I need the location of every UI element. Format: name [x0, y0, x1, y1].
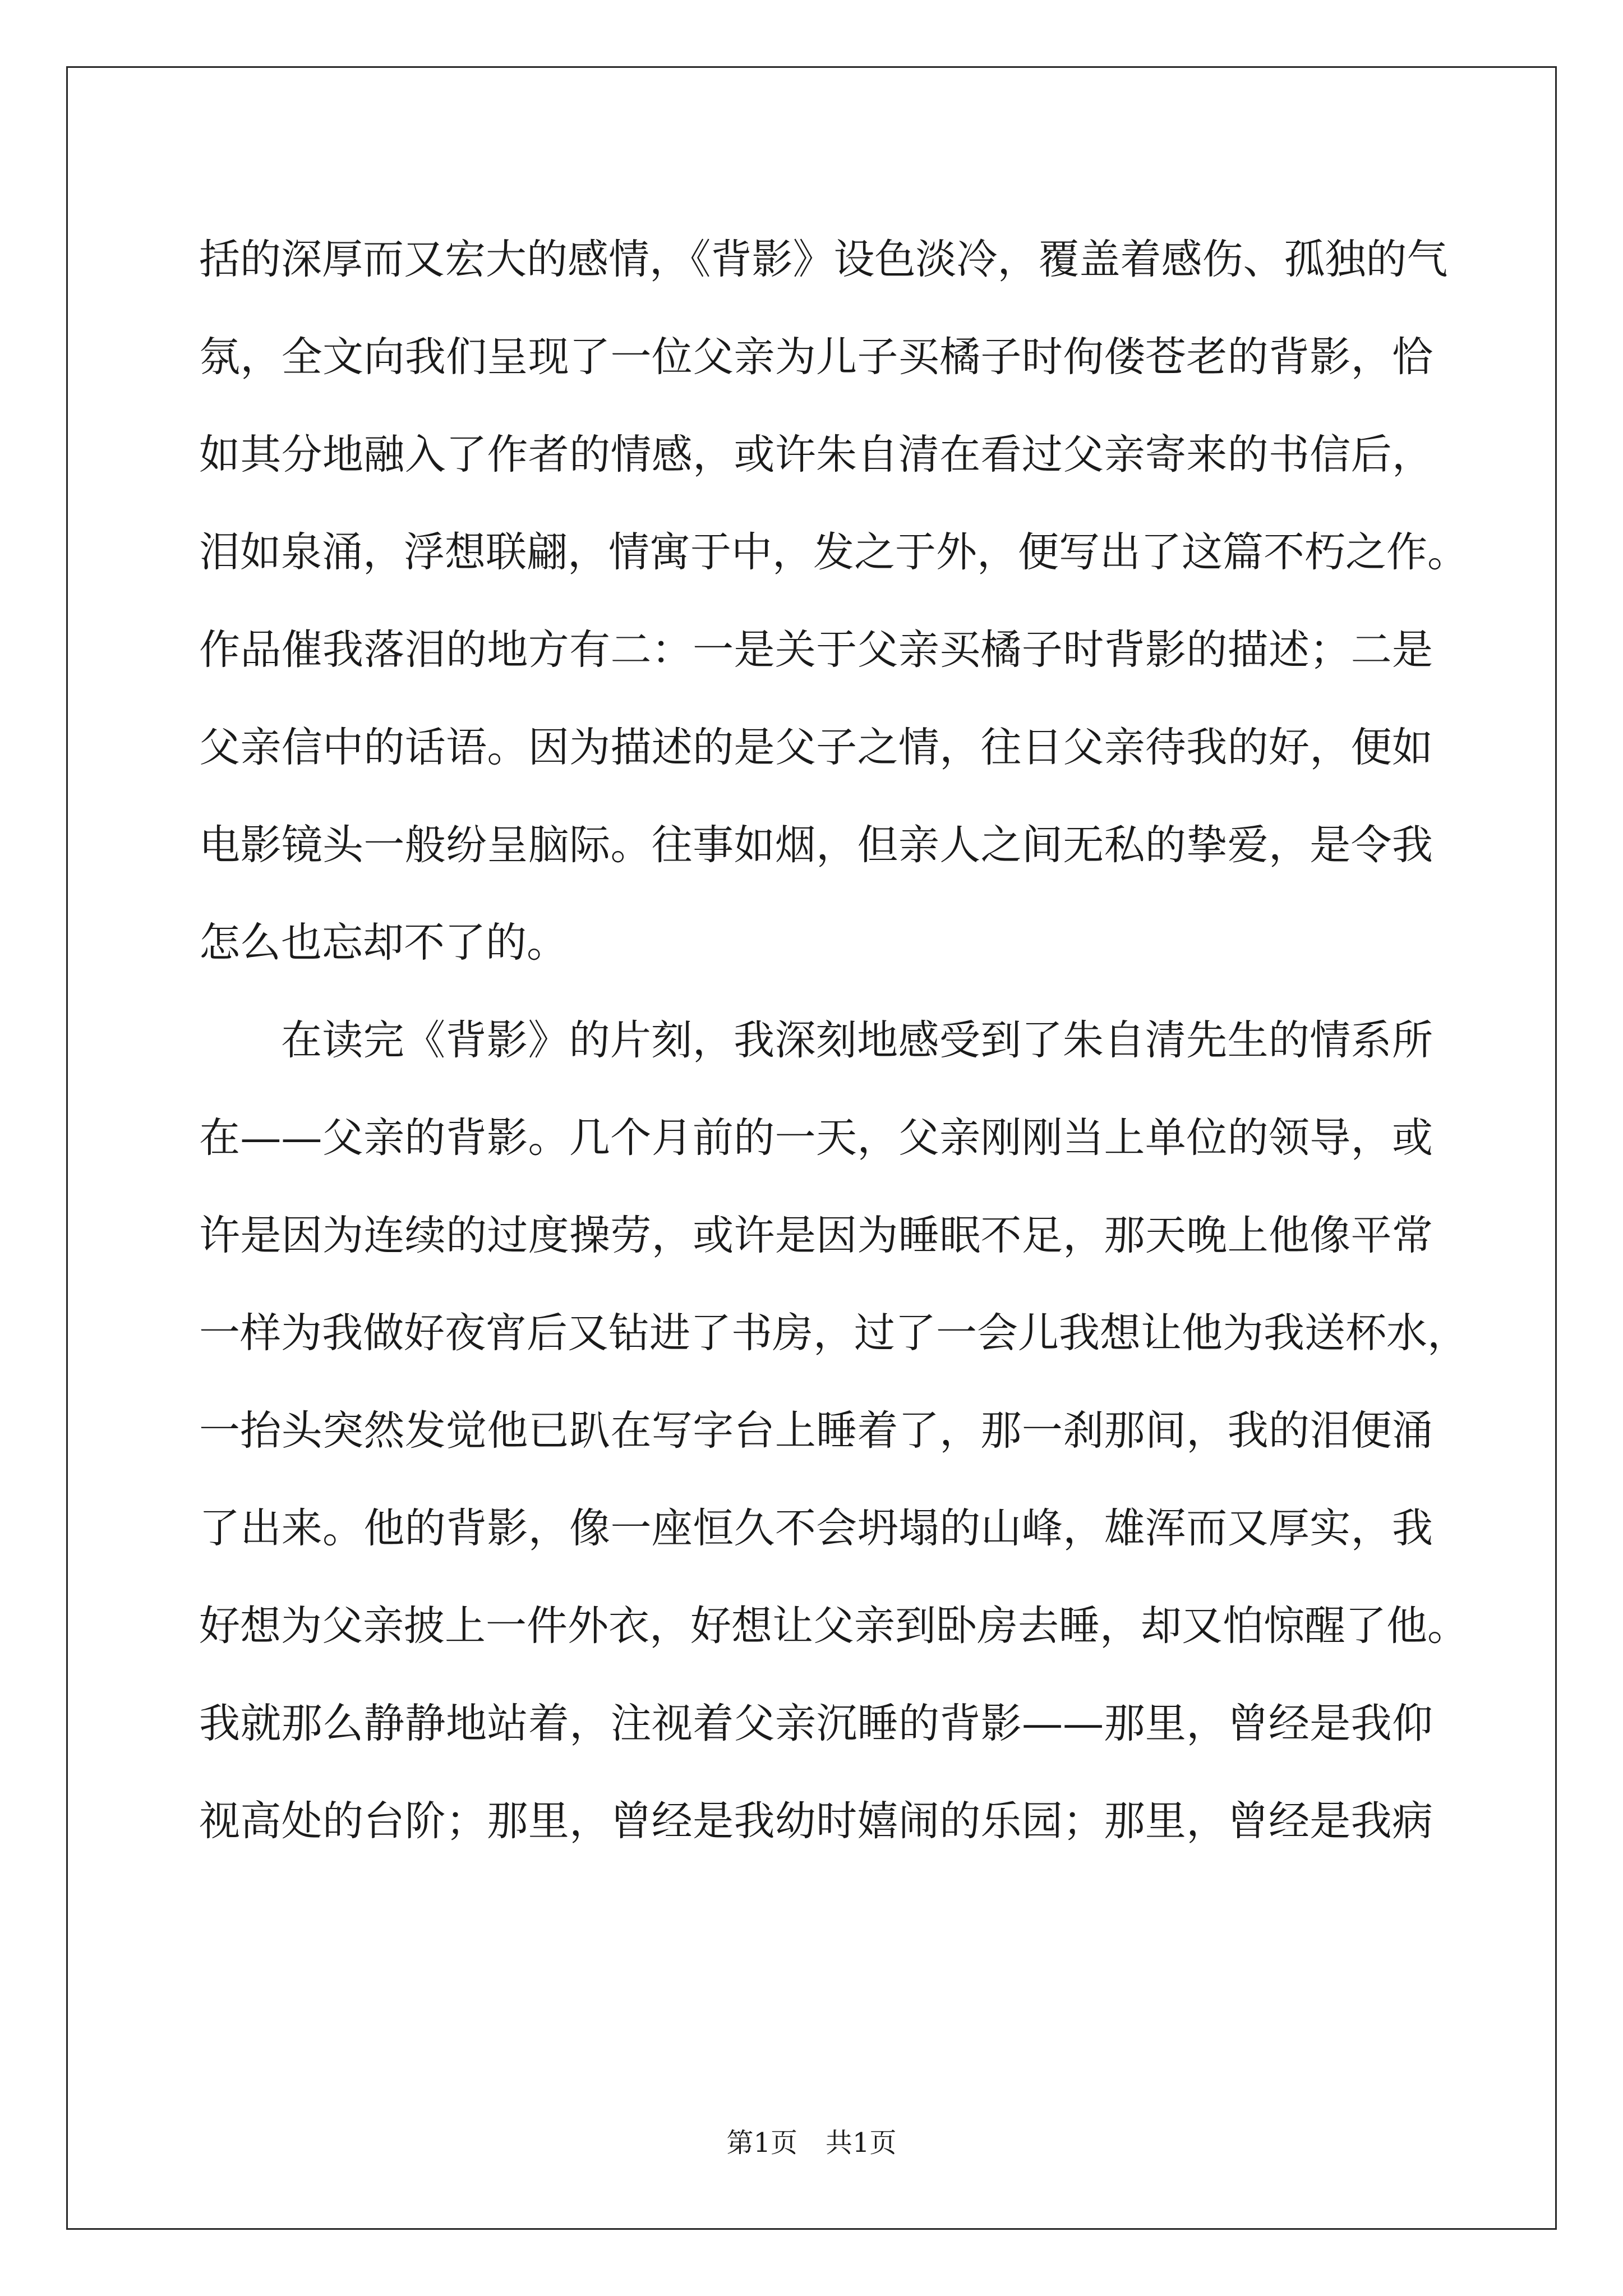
text-line: 如其分地融入了作者的情感，或许朱自清在看过父亲寄来的书信后，: [199, 431, 1433, 478]
text-line: 泪如泉涌，浮想联翩，情寓于中，发之于外，便写出了这篇不朽之作。: [199, 528, 1468, 576]
text-line: 氛，全文向我们呈现了一位父亲为儿子买橘子时佝偻苍老的背影，恰: [199, 333, 1433, 381]
text-line: 在——父亲的背影。几个月前的一天，父亲刚刚当上单位的领导，或: [199, 1114, 1433, 1162]
text-line: 括的深厚而又宏大的感情，《背影》设色淡冷，覆盖着感伤、孤独的气: [199, 236, 1448, 283]
text-line: 视高处的台阶；那里，曾经是我幼时嬉闹的乐园；那里，曾经是我病: [199, 1797, 1433, 1845]
text-line: 一抬头突然发觉他已趴在写字台上睡着了，那一刹那间，我的泪便涌: [199, 1407, 1433, 1455]
text-line: 作品催我落泪的地方有二：一是关于父亲买橘子时背影的描述；二是: [199, 626, 1433, 674]
document-body: [199, 211, 1468, 1870]
page-footer: [0, 2126, 1623, 2160]
text-line: 父亲信中的话语。因为描述的是父子之情，往日父亲待我的好，便如: [199, 724, 1433, 771]
text-line: 许是因为连续的过度操劳，或许是因为睡眠不足，那天晚上他像平常: [199, 1212, 1433, 1259]
page-number-current: 第1页: [726, 2127, 797, 2159]
text-line: 怎么也忘却不了的。: [199, 919, 568, 967]
text-line: 一样为我做好夜宵后又钻进了书房，过了一会儿我想让他为我送杯水，: [199, 1309, 1468, 1357]
text-line: 电影镜头一般纷呈脑际。往事如烟，但亲人之间无私的挚爱，是令我: [199, 821, 1433, 869]
paragraph-first-line: 在读完《背影》的片刻，我深刻地感受到了朱自清先生的情系所: [281, 1016, 1433, 1064]
text-line: 好想为父亲披上一件外衣，好想让父亲到卧房去睡，却又怕惊醒了他。: [199, 1602, 1468, 1650]
page-number-total: 共1页: [826, 2127, 897, 2159]
text-line: 我就那么静静地站着，注视着父亲沉睡的背影——那里，曾经是我仰: [199, 1700, 1433, 1747]
text-line: 了出来。他的背影，像一座恒久不会坍塌的山峰，雄浑而又厚实，我: [199, 1504, 1433, 1552]
